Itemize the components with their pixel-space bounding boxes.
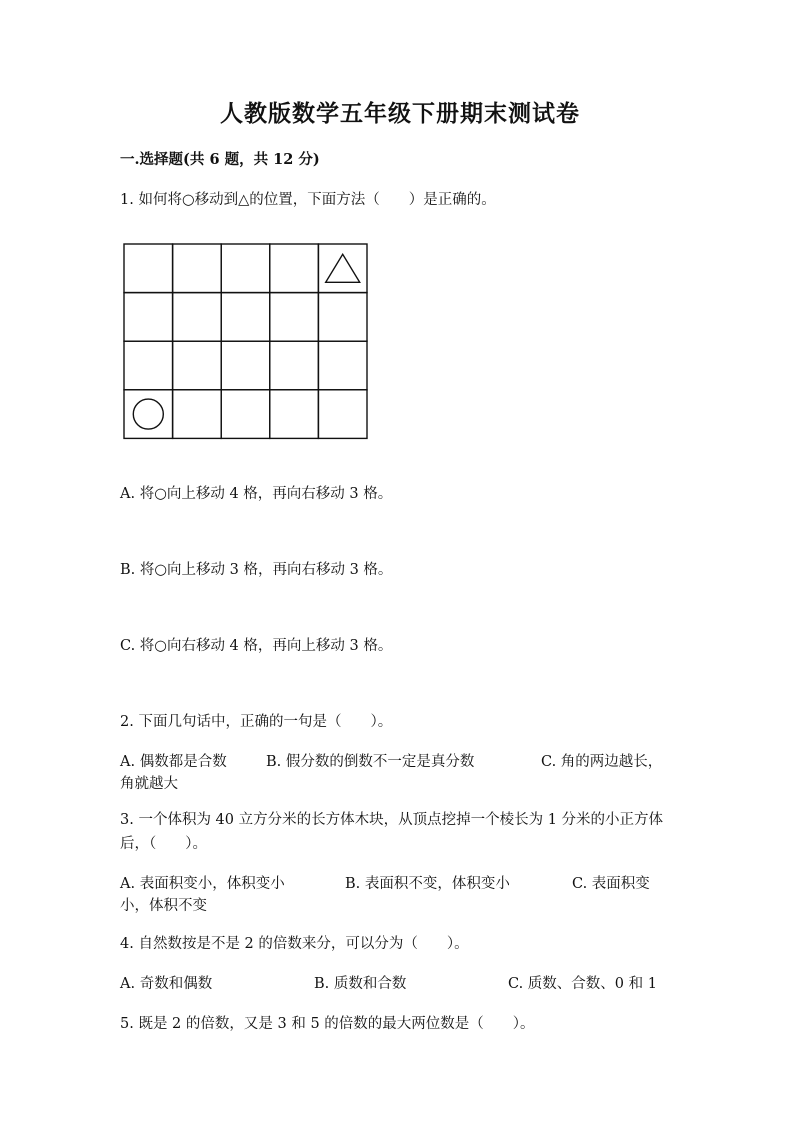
- grid-cell: [124, 244, 173, 293]
- circle-shape: [133, 399, 163, 429]
- question-2-option-c-continued: 角就越大: [120, 776, 178, 792]
- grid-cell: [124, 341, 173, 390]
- movement-grid: [123, 243, 369, 440]
- grid-cell: [221, 341, 270, 390]
- question-4-stem: 4. 自然数按是不是 2 的倍数来分，可以分为（ ）。: [120, 936, 469, 952]
- question-5-stem: 5. 既是 2 的倍数，又是 3 和 5 的倍数的最大两位数是（ ）。: [120, 1016, 535, 1032]
- grid-cell: [318, 293, 367, 342]
- grid-cell: [270, 293, 319, 342]
- question-3-option-b: B. 表面积不变，体积变小: [345, 876, 510, 892]
- question-2-option-a: A. 偶数都是合数: [120, 754, 227, 770]
- grid-cell: [270, 244, 319, 293]
- question-1-option-b: B. 将○向上移动 3 格，再向右移动 3 格。: [120, 562, 393, 578]
- question-2-option-b: B. 假分数的倒数不一定是真分数: [266, 754, 475, 770]
- grid-cell: [318, 390, 367, 439]
- question-4-option-c: C. 质数、合数、0 和 1: [508, 976, 657, 992]
- grid-cell: [173, 341, 222, 390]
- grid-cell: [124, 390, 173, 439]
- question-4-option-a: A. 奇数和偶数: [120, 976, 213, 992]
- question-1-option-c: C. 将○向右移动 4 格，再向上移动 3 格。: [120, 638, 393, 654]
- grid-cell: [124, 293, 173, 342]
- question-3-option-a: A. 表面积变小，体积变小: [120, 876, 285, 892]
- grid-cell: [221, 293, 270, 342]
- triangle-shape: [326, 254, 360, 282]
- grid-cell: [173, 244, 222, 293]
- grid-cell: [270, 341, 319, 390]
- question-3-stem: 3. 一个体积为 40 立方分米的长方体木块，从顶点挖掉一个棱长为 1 分米的小正方体后，（ ）。: [120, 812, 664, 852]
- page-title: 人教版数学五年级下册期末测试卷: [220, 100, 580, 127]
- question-2-stem: 2. 下面几句话中，正确的一句是（ ）。: [120, 714, 393, 730]
- question-1-stem: 1. 如何将○移动到△的位置，下面方法（ ）是正确的。: [120, 192, 496, 208]
- grid-cell: [318, 244, 367, 293]
- section-heading: 一.选择题(共 6 题，共 12 分): [120, 151, 320, 168]
- question-3-option-c-continued: 小，体积不变: [120, 898, 207, 914]
- grid-cell: [221, 244, 270, 293]
- grid-cell: [270, 390, 319, 439]
- grid-cell: [173, 293, 222, 342]
- grid-cell: [173, 390, 222, 439]
- question-2-option-c: C. 角的两边越长，: [541, 754, 663, 770]
- question-1-option-a: A. 将○向上移动 4 格，再向右移动 3 格。: [120, 486, 393, 502]
- question-3-option-c: C. 表面积变: [572, 876, 650, 892]
- grid-cell: [318, 341, 367, 390]
- grid-cell: [221, 390, 270, 439]
- question-4-option-b: B. 质数和合数: [314, 976, 407, 992]
